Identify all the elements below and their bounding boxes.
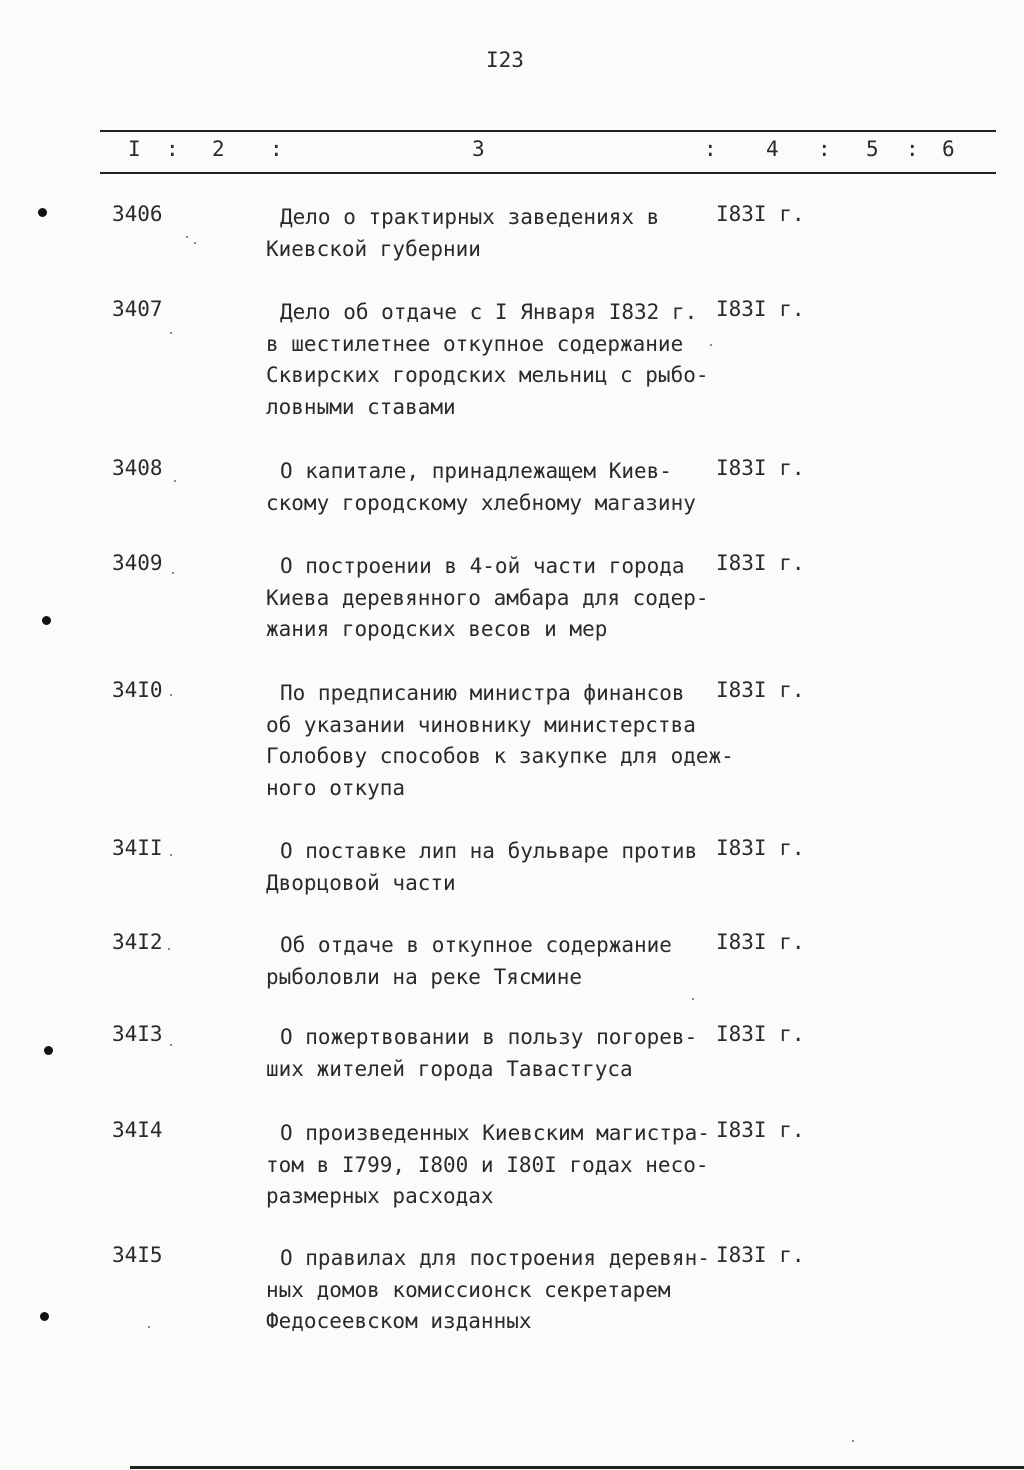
table-top-rule [100,130,996,132]
description-line: рыболовли на реке Тясмине [266,964,583,989]
binder-hole-mark [38,208,47,217]
entry-description [266,551,726,646]
entry-number: 34I4 [112,1118,163,1142]
entry-description [266,1118,726,1213]
description-line: жания городских весов и мер [266,617,608,641]
scan-speck [710,344,712,346]
description-line: том в I799, I800 и I80I годах несо- [266,1152,709,1177]
header-separator: : [166,137,179,161]
scan-speck [174,480,176,482]
table-header-rule [100,172,996,174]
entry-description [266,1243,726,1338]
description-line: Киева деревянного амбара для содер- [266,585,709,610]
scan-speck [194,242,196,244]
entry-number: 3406 [112,202,163,226]
description-line: Федосеевском изданных [266,1309,532,1333]
scan-speck [172,572,174,574]
header-separator: : [818,137,831,161]
entry-description [266,678,734,804]
entry-number: 34I0 [112,678,163,702]
entry-year: I83I г. [716,202,805,226]
scan-speck [168,948,170,950]
description-line: Киевской губернии [266,236,481,261]
description-line: Дело о трактирных заведениях в [280,205,660,229]
header-col-4: 4 [766,137,779,161]
entry-year: I83I г. [716,836,805,860]
entry-year: I83I г. [716,551,805,575]
header-col-3: 3 [472,137,485,161]
scan-speck [170,854,172,856]
description-line: О пожертвовании в пользу погорев- [280,1025,698,1049]
description-line: скому городскому хлебному магазину [266,490,696,515]
scan-speck [186,236,188,238]
description-line: размерных расходах [266,1184,494,1208]
page-bottom-rule [130,1466,1024,1469]
binder-hole-mark [40,1312,49,1321]
entry-description [266,456,726,519]
entry-number: 3409 [112,551,163,575]
entry-number: 34I2 [112,930,163,954]
entry-description [266,930,726,993]
description-line: ших жителей города Тавастгуса [266,1056,633,1081]
entry-number: 34I5 [112,1243,163,1267]
header-separator: : [906,137,919,161]
entry-number: 34II [112,836,163,860]
description-line: об указании чиновнику министерства [266,712,696,737]
entry-year: I83I г. [716,678,805,702]
description-line: О поставке лип на бульваре против [280,839,698,863]
page-number: I23 [486,48,524,72]
entry-year: I83I г. [716,1118,805,1142]
entry-year: I83I г. [716,456,805,480]
entry-description [266,836,726,899]
description-line: Дворцовой части [266,870,456,895]
entry-number: 3408 [112,456,163,480]
description-line: ловными ставами [266,394,456,419]
binder-hole-mark [44,1046,53,1055]
description-line: в шестилетнее откупное содержание [266,331,684,356]
description-line: Голобову способов к закупке для одеж- [266,744,734,768]
scan-speck [170,332,172,334]
scan-speck [692,998,694,1000]
description-line: ных домов комиссионск секретарем [266,1277,671,1302]
entry-year: I83I г. [716,1022,805,1046]
description-line: По предписанию министра финансов [280,681,685,705]
description-line: Дело об отдаче с I Января I832 г. [280,300,698,324]
header-col-2: 2 [212,137,225,161]
header-col-1: I [128,137,141,161]
header-separator: : [270,137,283,161]
entry-description [266,202,726,265]
description-line: О произведенных Киевским магистра- [280,1121,710,1145]
scan-speck [170,694,172,696]
entry-number: 34I3 [112,1022,163,1046]
entry-year: I83I г. [716,1243,805,1267]
entry-description [266,1022,726,1085]
scan-speck [170,1044,172,1046]
header-col-6: 6 [942,137,955,161]
header-col-5: 5 [866,137,879,161]
entry-year: I83I г. [716,297,805,321]
description-line: О построении в 4-ой части города [280,554,685,578]
header-separator: : [704,137,717,161]
description-line: Об отдаче в откупное содержание [280,933,672,957]
description-line: Сквирских городских мельниц с рыбо- [266,363,709,387]
entry-number: 3407 [112,297,163,321]
description-line: О капитале, принадлежащем Киев- [280,459,672,483]
description-line: О правилах для построения деревян- [280,1246,710,1270]
entry-year: I83I г. [716,930,805,954]
description-line: ного откупа [266,775,406,800]
scan-speck [852,1440,854,1442]
scan-speck [148,1326,150,1328]
entry-description [266,297,726,423]
binder-hole-mark [42,616,51,625]
